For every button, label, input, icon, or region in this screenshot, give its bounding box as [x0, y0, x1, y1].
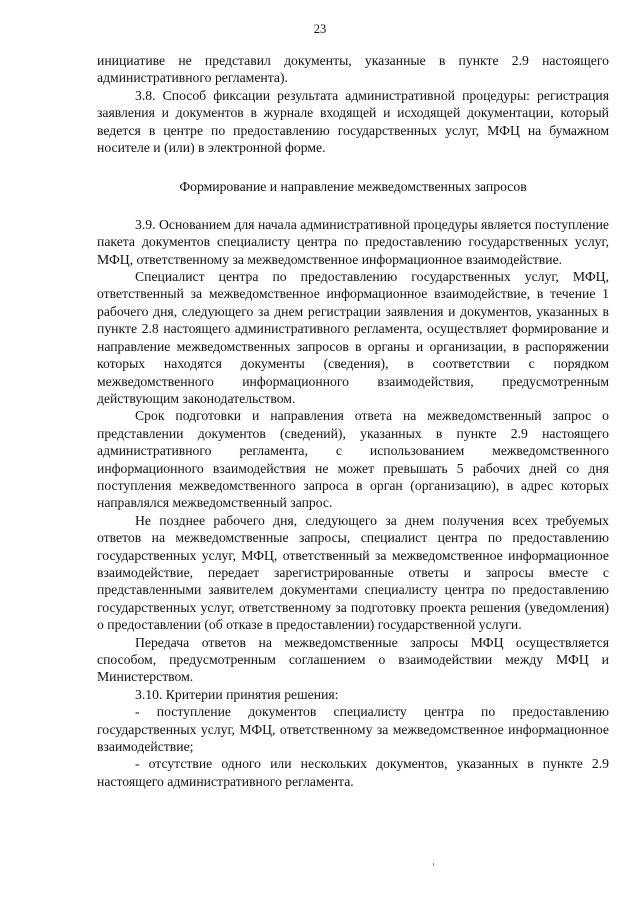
page-number: 23	[313, 22, 327, 36]
section-heading: Формирование и направление межведомственных запросов	[179, 179, 527, 195]
list-item-criterion-2: - отсутствие одного или нескольких документов, указанных в пункте 2.9 настоящего административного регламента.	[97, 756, 609, 789]
paragraph-specialist: Специалист центра по предоставлению государственных услуг, МФЦ, ответственный за межведомственное информационное взаимодействие, в течение 1 рабочего дня, следующего за днем регистрации заявления и документов, указанных в пункте 2.8 настоящего административного регламента, осуществляет формирование и направление межведомственных запросов в органы и организации, в распоряжении которых находятся документы (сведения), в соответствии с порядком межведомственного информационного взаимодействия, предусмотренным действующим законодательством.	[97, 269, 609, 406]
paragraph-3-8: 3.8. Способ фиксации результата административной процедуры: регистрация заявления и документов в журнале входящей и исходящей документации, который ведется в центре по предоставлению государственных услуг, МФЦ на бумажном носителе и (или) в электронной форме.	[97, 87, 609, 156]
paragraph-continuation: инициативе не представил документы, указанные в пункте 2.9 настоящего административного регламента).	[97, 53, 609, 86]
paragraph-mfc-transfer: Передача ответов на межведомственные запросы МФЦ осуществляется способом, предусмотренным соглашением о взаимодействии между МФЦ и Министерством.	[97, 634, 609, 685]
list-item-criterion-1: - поступление документов специалисту центра по предоставлению государственных услуг, МФЦ, ответственному за межведомственное информационное взаимодействие;	[97, 704, 609, 755]
scan-mark	[433, 863, 434, 866]
paragraph-deadline: Срок подготовки и направления ответа на межведомственный запрос о представлении документов (сведений), указанных в пункте 2.9 настоящего административного регламента, с использованием межведомственного информационного взаимодействия не может превышать 5 рабочих дней со дня поступления межведомственного запроса в орган (организацию), в адрес которых направлялся межведомственный запрос.	[97, 408, 609, 511]
paragraph-transfer: Не позднее рабочего дня, следующего за днем получения всех требуемых ответов на межведомственные запросы, специалист центра по предоставлению государственных услуг, МФЦ, ответственный за межведомственное информационное взаимодействие, передает зарегистрированные ответы и запросы вместе с представленными заявителем документами специалисту центра по предоставлению государственных услуг, ответственному за подготовку проекта решения (уведомления) о предоставлении (об отказе в предоставлении) государственной услуги.	[97, 512, 609, 633]
document-body	[97, 52, 609, 790]
paragraph-3-9: 3.9. Основанием для начала административной процедуры является поступление пакета документов специалисту центра по предоставлению государственных услуг, МФЦ, ответственному за межведомственное информационное взаимодействие.	[97, 216, 609, 267]
paragraph-3-10: 3.10. Критерии принятия решения:	[135, 686, 339, 702]
